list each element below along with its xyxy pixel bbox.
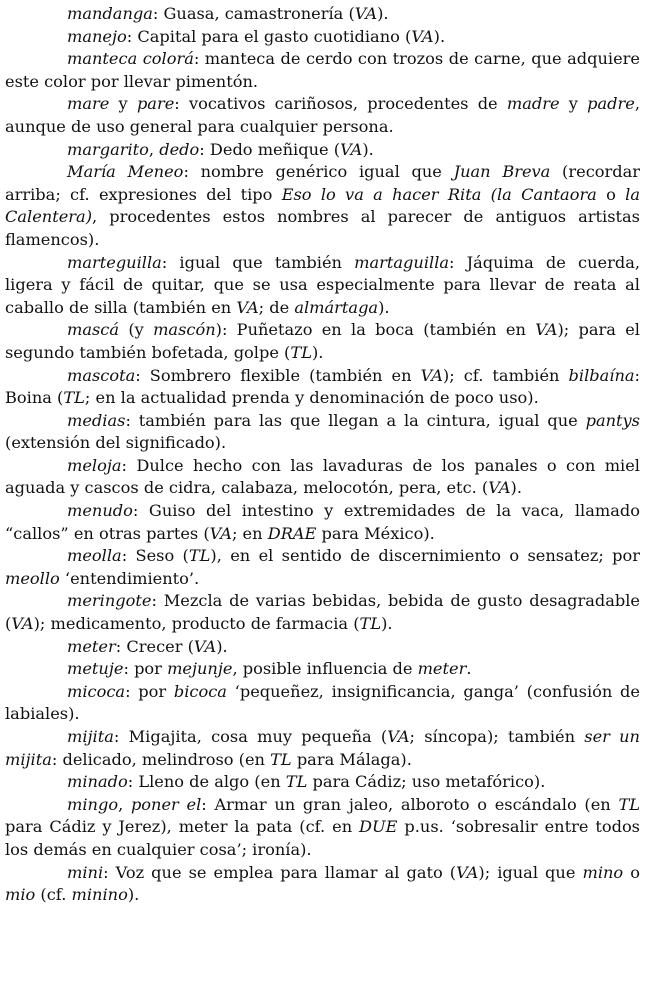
italic-term: DRAE [267,523,317,543]
italic-term: padre [587,94,635,114]
glossary-entry-mingo [5,794,640,862]
entry-text: : Guasa, camastronería ( [152,4,355,23]
glossary-entry-meolla [5,545,640,590]
entry-text: (recordar arriba; cf. expresiones del tipo [5,162,640,204]
italic-term: TL [270,749,292,769]
entry-text: : delicado, melindroso (en [51,749,271,769]
glossary-entry-marteguilla [5,252,640,320]
italic-term: marteguilla [67,252,162,272]
entry-text: : Voz que se emplea para llamar al gato ( [103,862,457,882]
italic-term: María Meneo [67,162,184,182]
italic-term: bilbaína [568,365,635,385]
entry-text: : Sombrero flexible (también en [135,365,421,385]
entry-text: ). [311,342,324,362]
italic-term: VA [236,297,259,317]
italic-term: minado [67,772,128,792]
italic-term: VA [488,478,511,498]
entry-text: ; en la actualidad prenda y denominación de poco uso). [84,388,539,408]
entry-text: o [596,184,626,204]
glossary-entry-meloja [5,455,640,500]
italic-term: VA [209,523,232,543]
entry-text: para Málaga). [291,749,412,769]
italic-term: meloja [67,455,122,475]
glossary-entry-micoca [5,681,640,726]
entry-text: o [623,862,640,882]
entry-text: : manteca de cerdo con trozos de carne, que adquiere este color por llevar pimentón. [5,49,640,91]
entry-text: , posible influencia de [232,659,418,679]
glossary-entry-manejo [5,26,640,49]
italic-term: meringote [67,591,152,611]
italic-term: VA [387,727,410,746]
glossary-entry-metuje [5,658,640,681]
entry-text: , aunque de uso general para cualquier persona. [5,94,641,136]
italic-term: manteca colorá [67,49,194,69]
entry-text: ; de [258,297,295,317]
entry-text: para Cádiz; uso metafórico). [307,772,546,792]
entry-text: p.us. ‘sobresalir entre todos los demás en cualquier cosa’; ironía). [5,817,640,859]
entry-text: : vocativos cariñosos, procedentes de [174,94,507,114]
entry-text: : Jáquima de cuerda, ligera y fácil de quitar, que se usa especialmente para llevar de reata al caballo de silla (también en [5,252,641,317]
entry-text: y [559,94,588,114]
entry-text: : Crecer ( [115,636,194,656]
italic-term: pare [136,94,175,114]
entry-text: : Armar un gran jaleo, alboroto o escándalo (en [201,794,619,814]
italic-term: medias [67,410,126,430]
italic-term: VA [420,365,443,385]
entry-text: ); cf. también [442,365,569,385]
italic-term: bicoca [173,681,227,701]
italic-term: VA [411,26,434,46]
entry-text: ). [216,636,228,656]
italic-term: minino [71,885,128,905]
italic-term: dedo [159,139,200,159]
italic-term: TL [63,388,85,408]
glossary-entry-meringote [5,590,640,635]
entry-text: ): Puñetazo en la boca (también en [215,320,536,340]
glossary-entry-mare-pare [5,93,640,138]
entry-text: : también para las que llegan a la cintura, igual que [125,410,586,430]
glossary-entry-mini [5,862,640,907]
italic-term: VA [11,614,34,634]
italic-term: mascón [153,320,216,340]
italic-term: TL [285,772,308,792]
entry-text: ), en el sentido de discernimiento o sensatez; por [210,546,640,566]
entry-text: ‘entendimiento’. [59,568,200,588]
entry-text: ; síncopa); también [409,727,585,746]
italic-term: meter [67,636,116,656]
entry-text: : Lleno de algo (en [127,772,286,792]
entry-text: para México). [316,523,435,543]
entry-text: (extensión del significado). [5,433,227,453]
entry-text: y [109,94,137,114]
italic-term: mascota [67,365,136,385]
glossary-entry-masca [5,319,640,364]
entry-text: : Seso ( [121,546,189,566]
entry-text: ). [127,885,140,905]
entry-text: : Dulce hecho con las lavaduras de los panales o con miel aguada y cascos de cidra, calabaza, melocotón, pera, etc. ( [5,455,640,498]
entry-text: ). [433,26,446,46]
glossary-entry-medias [5,410,640,455]
entry-text: , procedentes estos nombres al parecer de antiguos artistas flamencos). [5,207,640,249]
entry-text: para Cádiz y Jerez), meter la pata (cf. en [5,817,360,837]
italic-term: Eso lo va a hacer Rita (la Cantaora [281,184,597,204]
entry-text: ); para el segundo también bofetada, golpe ( [5,320,640,362]
italic-term: mino [582,862,624,882]
italic-term: pantys [585,410,640,430]
entry-text: : Mezcla de varias bebidas, bebida de gusto desagradable ( [5,591,640,634]
italic-term: mejunje [167,659,233,679]
italic-term: Juan Breva [453,162,551,182]
entry-text: : igual que también [161,252,355,272]
glossary-entry-meter [5,636,640,659]
italic-term: mascá [67,320,120,340]
glossary-entry-manteca-colora [5,48,640,93]
entry-text: ). [377,4,389,23]
entry-text: : Dedo meñique ( [199,139,341,159]
glossary-entry-menudo [5,500,640,545]
italic-term: mio [5,885,36,905]
italic-term: mini [67,862,104,882]
entry-text: ). [378,297,390,317]
glossary-entries [5,3,640,907]
glossary-entry-minado [5,771,640,794]
entry-text: . [466,659,472,679]
italic-term: la Calentera) [5,184,640,227]
italic-term: metuje [67,659,124,679]
entry-text: : Boina ( [5,365,640,408]
entry-text: , [118,794,131,814]
entry-text: : Capital para el gasto cuotidiano ( [126,26,412,46]
italic-term: TL [290,342,312,362]
italic-term: TL [618,794,640,814]
italic-term: madre [506,94,560,114]
italic-term: meter [417,659,467,679]
italic-term: manejo [67,26,127,46]
glossary-entry-mascota [5,365,640,410]
entry-text: : por [123,659,168,679]
entry-text: (cf. [35,885,72,905]
entry-text: ); igual que [478,862,583,882]
italic-term: VA [354,4,378,23]
glossary-entry-mijita [5,726,640,771]
italic-term: mijita [67,727,114,746]
entry-text: ); medicamento, producto de farmacia ( [33,614,360,634]
italic-term: meolla [67,546,122,566]
entry-text: ). [362,139,374,159]
entry-text: ‘pequeñez, insignificancia, ganga’ (confusión de labiales). [5,681,640,724]
entry-text: : nombre genérico igual que [183,162,454,182]
italic-term: margarito [67,139,149,159]
italic-term: martaguilla [354,252,450,272]
entry-text: , [148,139,160,159]
glossary-entry-maria-meneo [5,161,640,251]
italic-term: mare [67,94,110,114]
entry-text: : por [125,681,174,701]
entry-text: ). [510,478,522,498]
italic-term: TL [359,614,382,634]
entry-text: (y [119,320,154,340]
italic-term: micoca [67,681,126,701]
italic-term: meollo [5,568,60,588]
italic-term: TL [188,546,211,566]
entry-text: : Guiso del intestino y extremidades de la vaca, llamado “callos” en otras partes ( [5,501,640,543]
italic-term: poner el [130,794,202,814]
italic-term: VA [535,320,558,340]
glossary-entry-mandanga [5,3,640,26]
entry-text: : Migajita, cosa muy pequeña ( [113,727,388,746]
italic-term: DUE [359,817,398,837]
glossary-entry-margarito [5,139,640,162]
italic-term: ser un mijita [5,727,640,769]
italic-term: VA [456,862,479,882]
entry-text: ). [381,614,393,634]
italic-term: almártaga [294,297,379,317]
entry-text: ; en [231,523,268,543]
italic-term: VA [340,139,363,159]
italic-term: VA [193,636,217,656]
italic-term: menudo [67,501,133,521]
italic-term: mandanga [67,4,153,23]
italic-term: mingo [67,794,119,814]
